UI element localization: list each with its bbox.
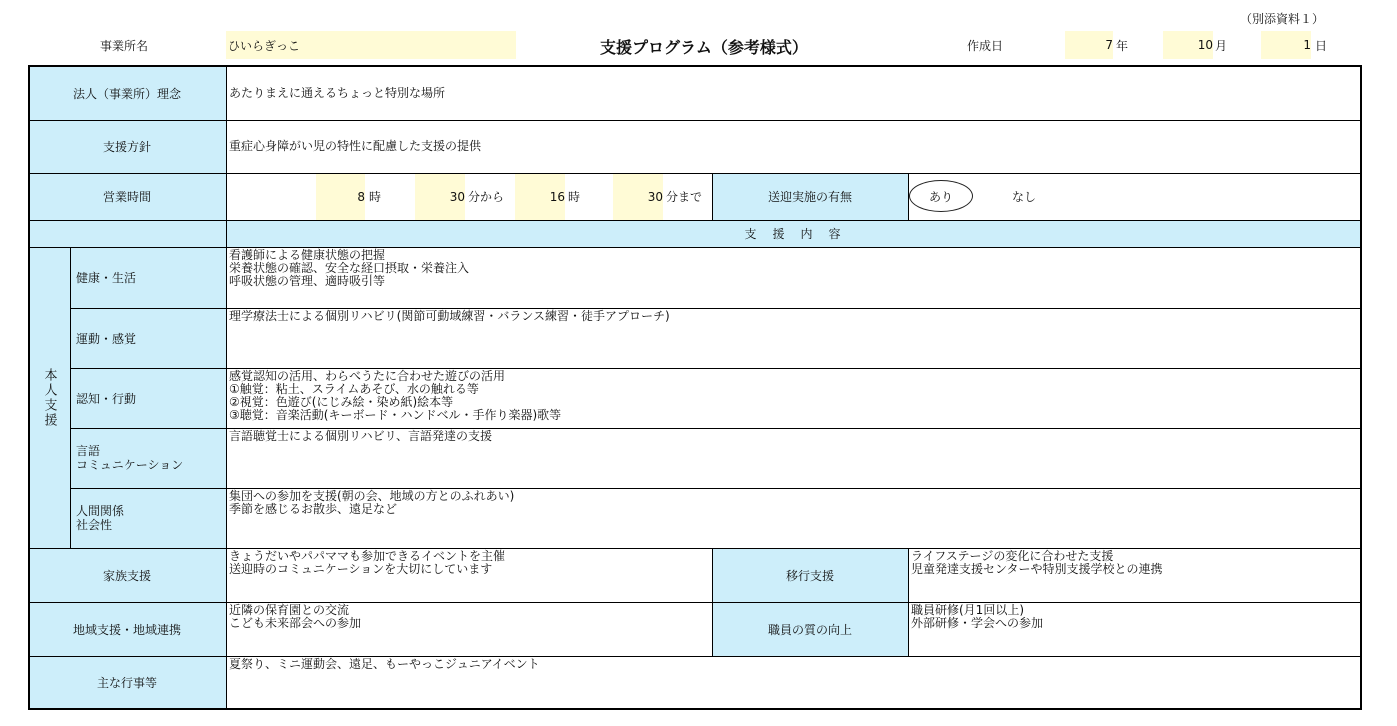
staff-label: 職員の質の向上 — [712, 602, 908, 656]
month-unit: 月 — [1215, 39, 1228, 53]
start-hour-field[interactable]: 8 — [316, 174, 365, 220]
hours-label: 営業時間 — [28, 173, 226, 220]
row-cognitive-content[interactable]: 感覚認知の活用、わらべうたに合わせた遊びの活用 ①触覚：粘土、スライムあそび、水の触れる等 ②視覚：色遊び(にじみ絵・染め紙)絵本等 ③聴覚：音楽活動(キーボード・ハンドベル・手作り楽器)歌等 — [229, 369, 562, 422]
row-health-label: 健康・生活 — [70, 247, 226, 308]
end-hour-unit: 時 — [568, 190, 581, 204]
family-label: 家族支援 — [28, 548, 226, 602]
month-field[interactable]: 10 — [1163, 31, 1213, 59]
until-text: 分まで — [666, 190, 703, 204]
personal-support-label: 本人支援 — [28, 247, 70, 548]
start-hour-unit: 時 — [369, 190, 382, 204]
year-field[interactable]: 7 — [1065, 31, 1113, 59]
page-title: 支援プログラム（参考様式） — [600, 38, 808, 57]
philosophy-label: 法人（事業所）理念 — [28, 66, 226, 120]
day-field[interactable]: 1 — [1261, 31, 1311, 59]
year-unit: 年 — [1116, 39, 1129, 53]
transition-content[interactable]: ライフステージの変化に合わせた支援 児童発達支援センターや特別支援学校との連携 — [911, 549, 1163, 576]
office-name-field[interactable] — [226, 31, 516, 59]
start-min-field[interactable]: 30 — [415, 174, 465, 220]
office-name: ひいらぎっこ — [228, 39, 301, 53]
office-label: 事業所名 — [100, 39, 149, 53]
policy-label: 支援方針 — [28, 120, 226, 173]
row-language-label: 言語 コミュニケーション — [70, 428, 226, 488]
support-content-header: 支 援 内 容 — [226, 220, 1361, 247]
staff-content[interactable]: 職員研修(月1回以上) 外部研修・学会への参加 — [911, 603, 1044, 630]
row-motor-content[interactable]: 理学療法士による個別リハビリ(関節可動域練習・バランス練習・徒手アプローチ) — [229, 309, 670, 323]
transport-label: 送迎実施の有無 — [712, 173, 908, 220]
row-social-label: 人間関係 社会性 — [70, 488, 226, 548]
transport-no-option[interactable]: なし — [1012, 190, 1037, 204]
row-language-content[interactable]: 言語聴覚士による個別リハビリ、言語発達の支援 — [229, 429, 493, 443]
row-motor-label: 運動・感覚 — [70, 308, 226, 368]
events-label: 主な行事等 — [28, 656, 226, 709]
day-unit: 日 — [1315, 39, 1328, 53]
transition-label: 移行支援 — [712, 548, 908, 602]
policy-value[interactable]: 重症心身障がい児の特性に配慮した支援の提供 — [229, 139, 482, 153]
transport-yes-label: あり — [928, 189, 953, 204]
philosophy-value[interactable]: あたりまえに通えるちょっと特別な場所 — [229, 85, 446, 100]
support-header-blank — [28, 220, 226, 247]
date-label: 作成日 — [967, 39, 1004, 53]
family-content[interactable]: きょうだいやパパママも参加できるイベントを主催 送迎時のコミュニケーションを大切にしています — [229, 549, 506, 576]
row-cognitive-label: 認知・行動 — [70, 368, 226, 428]
community-label: 地域支援・地域連携 — [28, 602, 226, 656]
row-health-content[interactable]: 看護師による健康状態の把握 栄養状態の確認、安全な経口摂取・栄養注入 呼吸状態の管理、適時吸引等 — [229, 248, 470, 288]
attachment-note: （別添資料１） — [1240, 12, 1325, 26]
transport-yes-option[interactable] — [909, 180, 973, 212]
end-hour-field[interactable]: 16 — [515, 174, 565, 220]
events-content[interactable]: 夏祭り、ミニ運動会、遠足、もーやっこジュニアイベント — [229, 657, 540, 671]
end-min-field[interactable]: 30 — [613, 174, 663, 220]
community-content[interactable]: 近隣の保育園との交流 こども未来部会への参加 — [229, 603, 362, 630]
from-text: 分から — [468, 190, 505, 204]
row-social-content[interactable]: 集団への参加を支援(朝の会、地域の方とのふれあい) 季節を感じるお散歩、遠足など — [229, 489, 515, 516]
